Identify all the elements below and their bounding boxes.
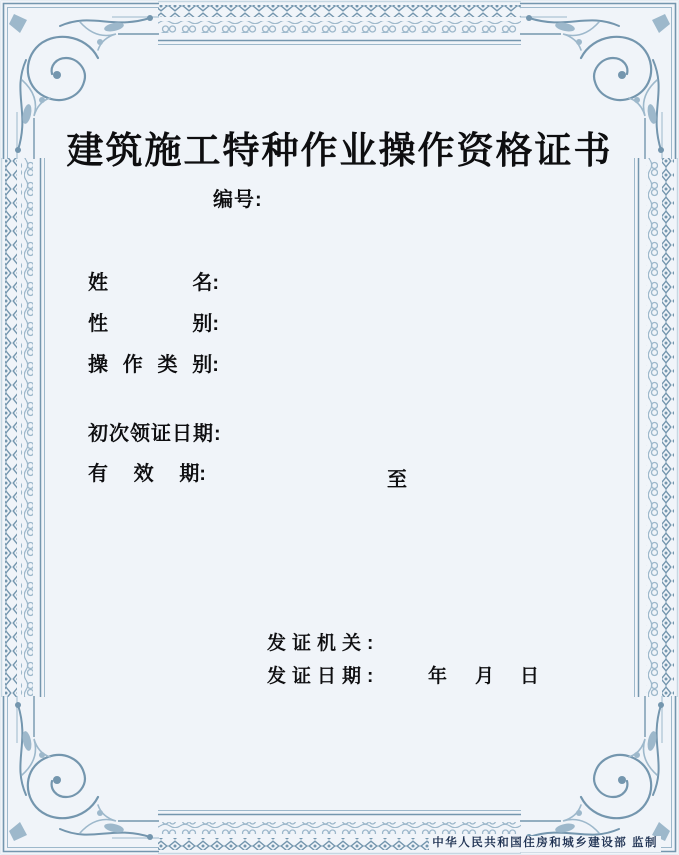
supervisor-imprint: 中华人民共和国住房和城乡建设部 监制 xyxy=(429,836,661,852)
field-row-authority xyxy=(267,633,379,655)
category-label-part: 类 xyxy=(157,354,178,376)
issue-date-day-unit: 日 xyxy=(520,666,540,687)
gender-label-part: 别: xyxy=(192,313,219,335)
validity-to-label: 至 xyxy=(387,469,407,491)
field-row-first-issue xyxy=(88,423,222,446)
field-row-name xyxy=(88,272,219,295)
serial-label: 编号: xyxy=(213,189,263,211)
serial-row xyxy=(213,189,263,211)
certificate-title: 建筑施工特种作业操作资格证书 xyxy=(66,130,613,171)
name-label-part: 名: xyxy=(192,272,219,294)
field-row-issue-date xyxy=(267,666,379,688)
validity-label-part: 效 xyxy=(133,463,154,485)
field-row-category xyxy=(88,354,219,377)
first-issue-label: 初次领证日期: xyxy=(88,423,222,445)
name-label-part: 姓 xyxy=(88,272,108,294)
category-label-part: 作 xyxy=(122,354,143,376)
issue-date-year-unit: 年 xyxy=(428,666,448,687)
validity-label-part: 有 xyxy=(88,463,108,485)
field-row-validity xyxy=(88,463,206,486)
validity-label-part: 期: xyxy=(179,463,206,485)
authority-label: 发证机关: xyxy=(267,633,380,654)
category-label-part: 操 xyxy=(88,354,108,376)
issue-date-month-unit: 月 xyxy=(475,666,495,687)
gender-label-part: 性 xyxy=(88,313,108,335)
category-label-part: 别: xyxy=(192,354,219,376)
field-row-gender xyxy=(88,313,219,336)
issue-date-label: 发证日期: xyxy=(267,666,380,687)
